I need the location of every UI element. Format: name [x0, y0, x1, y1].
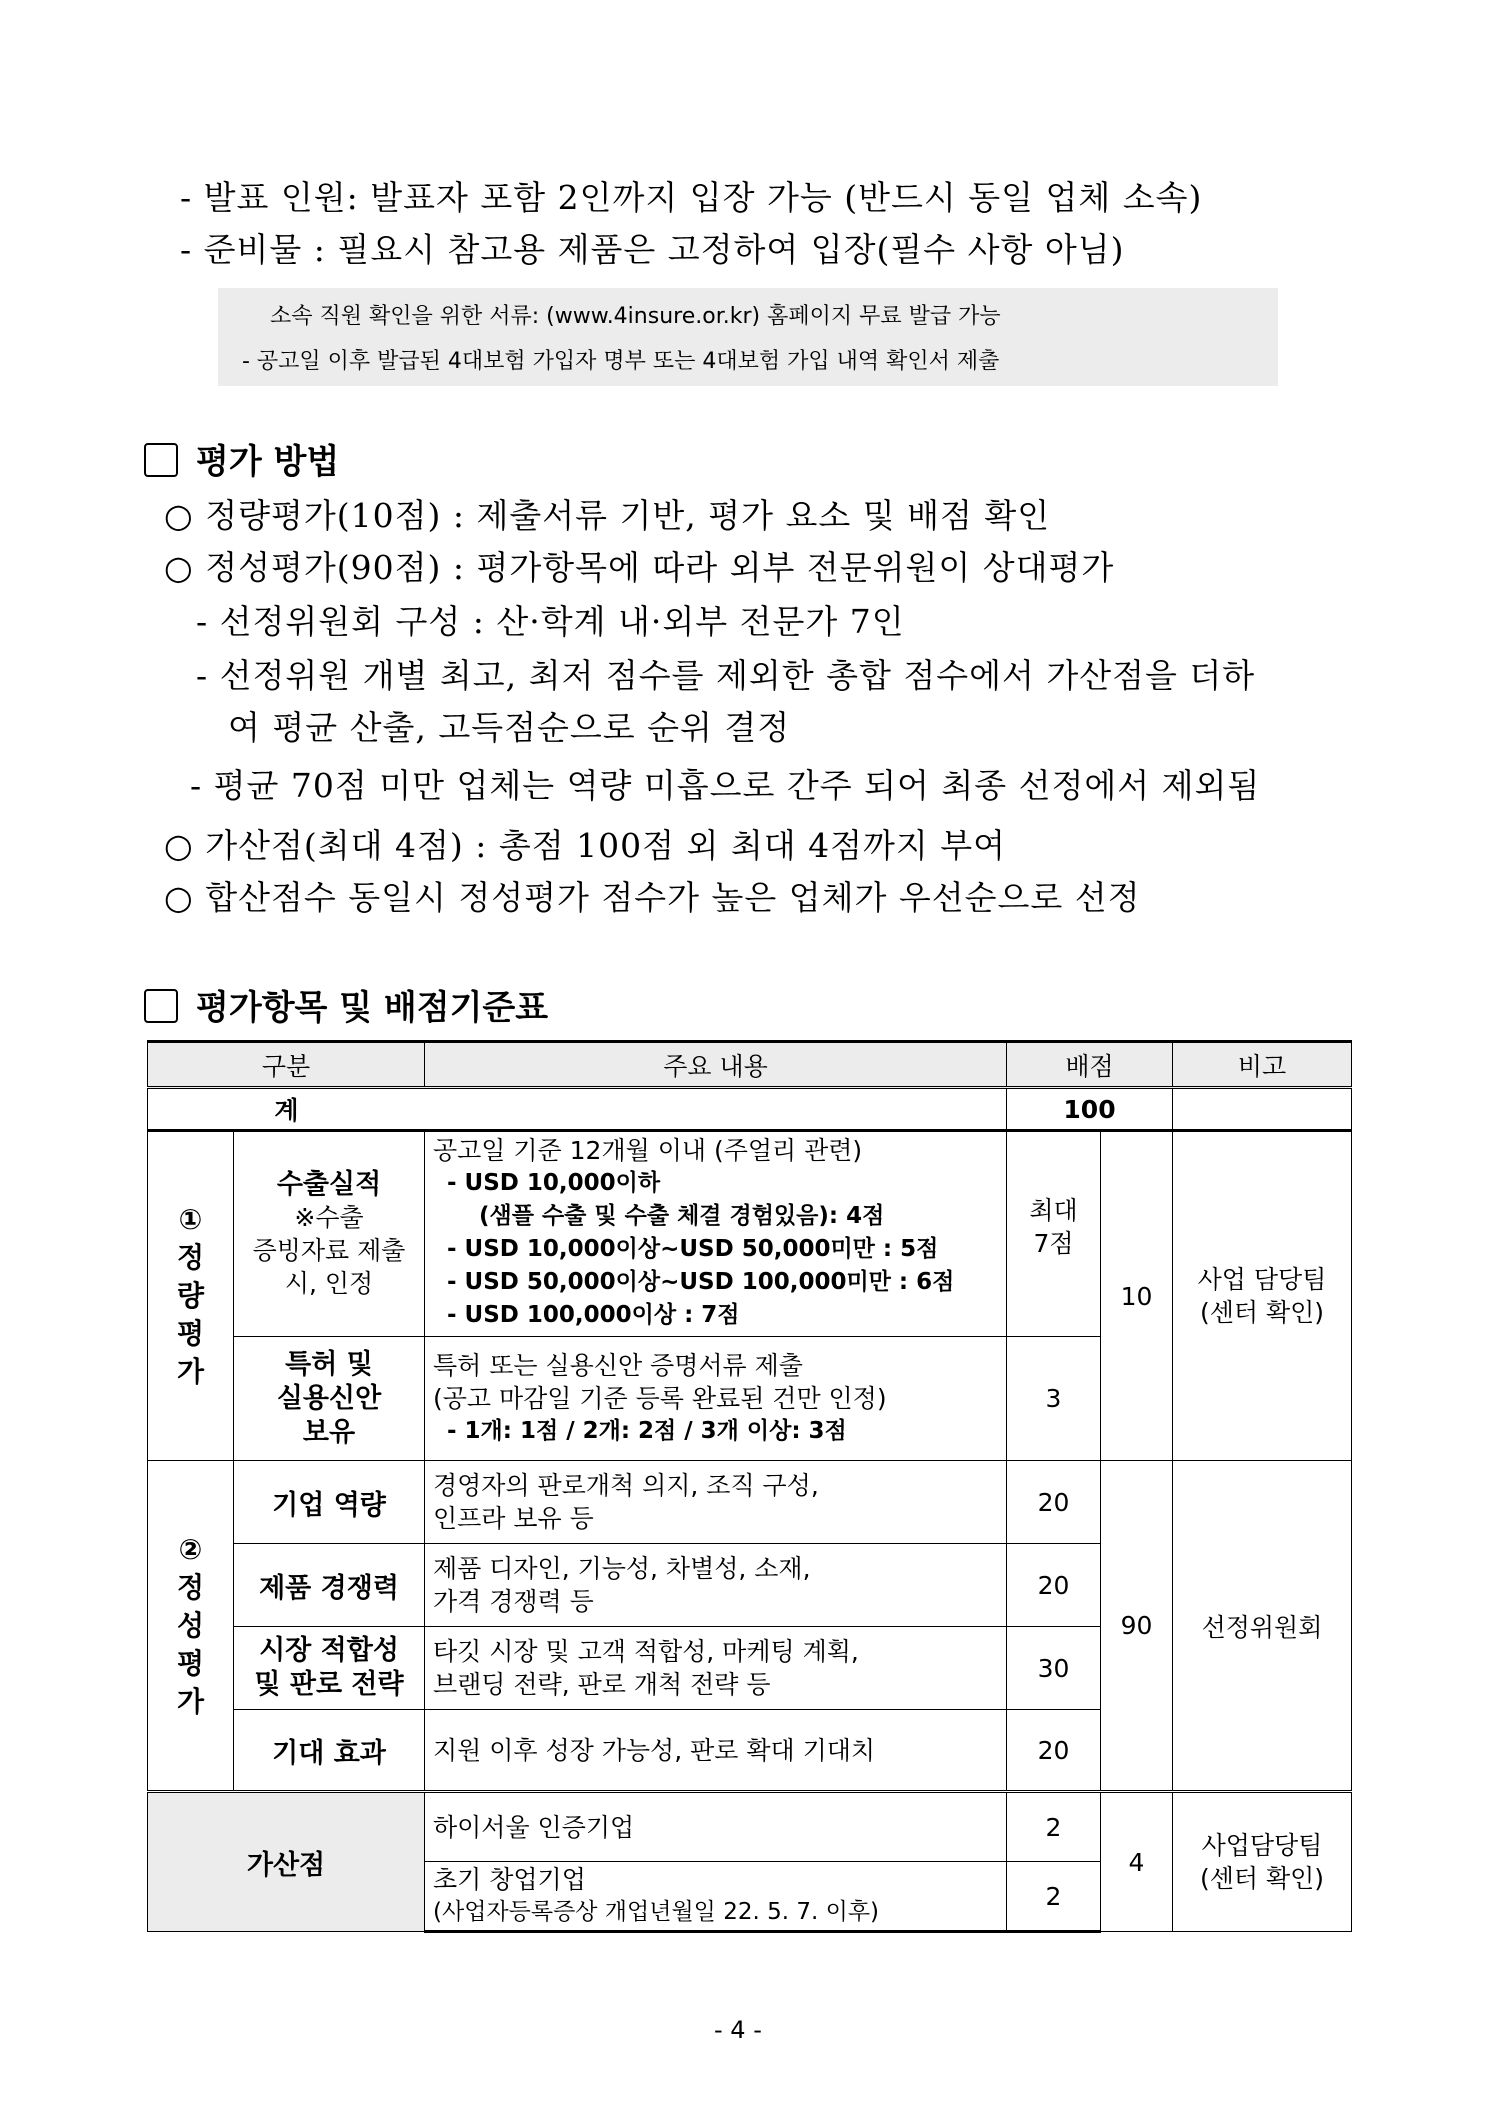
- content-line: 경영자의 판로개척 의지, 조직 구성,: [433, 1471, 819, 1500]
- remark-quantitative: [1173, 1131, 1352, 1461]
- score-export-line: 7점: [1033, 1229, 1074, 1258]
- content-export: [425, 1131, 1007, 1337]
- section-heading-table: [144, 980, 548, 1029]
- remark-bonus: [1173, 1792, 1352, 1932]
- table-row-export: [148, 1131, 1352, 1337]
- group-label-char: 가: [176, 1684, 205, 1718]
- content-line: 타깃 시장 및 고객 적합성, 마케팅 계획,: [433, 1637, 859, 1666]
- score-expected-effect: 20: [1007, 1710, 1101, 1792]
- content-bonus-startup: [425, 1862, 1007, 1932]
- method-detail-scoring-a: - 선정위원 개별 최고, 최저 점수를 제외한 총합 점수에서 가산점을 더하: [196, 656, 1256, 695]
- item-market-fit-line: 및 판로 전략: [254, 1669, 404, 1700]
- item-expected-effect: 기대 효과: [234, 1710, 425, 1792]
- method-detail-committee: - 선정위원회 구성 : 산·학계 내·외부 전문가 7인: [196, 602, 905, 641]
- score-patent: 3: [1007, 1337, 1101, 1461]
- checkbox-square-icon: [144, 443, 178, 477]
- group-label-char: 평: [176, 1646, 205, 1680]
- header-content: 주요 내용: [425, 1042, 1007, 1088]
- note-box: [218, 288, 1278, 386]
- method-detail-scoring-b: 여 평균 산출, 고득점순으로 순위 결정: [228, 708, 791, 747]
- remark-line: 사업담당팀: [1201, 1831, 1323, 1860]
- section-heading-method: [144, 434, 339, 483]
- group-label-char: 정: [176, 1570, 205, 1604]
- group-label-char: 평: [176, 1317, 205, 1350]
- score-capability: 20: [1007, 1461, 1101, 1544]
- content-line: 특허 또는 실용신안 증명서류 제출: [433, 1351, 803, 1380]
- content-line: - USD 100,000이상 : 7점: [447, 1302, 740, 1328]
- total-score: 100: [1007, 1088, 1173, 1131]
- item-export-title: 수출실적: [276, 1169, 382, 1200]
- intro-line-attendees: - 발표 인원: 발표자 포함 2인까지 입장 가능 (반드시 동일 업체 소속): [180, 178, 1203, 217]
- total-remark: [1173, 1088, 1352, 1131]
- table-row-qual-1: [148, 1461, 1352, 1544]
- total-label-text: 계: [274, 1096, 299, 1125]
- subtotal-bonus: 4: [1101, 1792, 1173, 1932]
- score-bonus-hiseoul: 2: [1007, 1792, 1101, 1862]
- group-label-char: 량: [176, 1279, 205, 1312]
- group-label-quantitative: [148, 1131, 234, 1461]
- score-table: [147, 1040, 1352, 1933]
- header-category: 구분: [148, 1042, 425, 1088]
- item-export: [234, 1131, 425, 1337]
- item-patent-line: 보유: [302, 1416, 356, 1448]
- intro-line-materials: - 준비물 : 필요시 참고용 제품은 고정하여 입장(필수 사항 아님): [180, 230, 1125, 269]
- bonus-label: 가산점: [148, 1792, 425, 1932]
- table-total-row: [148, 1088, 1352, 1131]
- content-line: - 1개: 1점 / 2개: 2점 / 3개 이상: 3점: [447, 1418, 847, 1444]
- content-line: (샘플 수출 및 수출 체결 경험있음): 4점: [479, 1203, 885, 1229]
- subtotal-quantitative: 10: [1101, 1131, 1173, 1461]
- total-label: [148, 1088, 1007, 1131]
- item-patent-line: 특허 및: [285, 1348, 373, 1380]
- checkbox-square-icon: [144, 989, 178, 1023]
- method-bullet-quantitative: ○ 정량평가(10점) : 제출서류 기반, 평가 요소 및 배점 확인: [164, 496, 1051, 535]
- item-patent-line: 실용신안: [276, 1382, 382, 1414]
- note-line-2: - 공고일 이후 발급된 4대보험 가입자 명부 또는 4대보험 가입 내역 확인서 제출: [242, 349, 1000, 374]
- remark-line: (센터 확인): [1199, 1298, 1325, 1327]
- item-export-note: 증빙자료 제출: [252, 1236, 406, 1265]
- content-line: - USD 10,000이하: [447, 1170, 661, 1196]
- method-bullet-tie: ○ 합산점수 동일시 정성평가 점수가 높은 업체가 우선순으로 선정: [164, 878, 1141, 917]
- content-capability: [425, 1461, 1007, 1544]
- content-expected-effect: 지원 이후 성장 가능성, 판로 확대 기대치: [425, 1710, 1007, 1792]
- remark-line: (센터 확인): [1199, 1864, 1325, 1893]
- table-heading-text: 평가항목 및 배점기준표: [196, 988, 549, 1028]
- item-capability: 기업 역량: [234, 1461, 425, 1544]
- method-detail-cutoff: - 평균 70점 미만 업체는 역량 미흡으로 간주 되어 최종 선정에서 제외됨: [190, 766, 1261, 805]
- table-row-bonus-1: [148, 1792, 1352, 1862]
- item-export-note: ※수출: [294, 1203, 364, 1232]
- group-label-char: 가: [176, 1355, 205, 1388]
- header-score: 배점: [1007, 1042, 1173, 1088]
- content-market-fit: [425, 1627, 1007, 1710]
- content-line: (공고 마감일 기준 등록 완료된 건만 인정): [433, 1384, 887, 1413]
- group-label-qualitative: [148, 1461, 234, 1792]
- group-label-char: ①: [178, 1203, 203, 1236]
- content-line: 공고일 기준 12개월 이내 (주얼리 관련): [433, 1136, 863, 1165]
- content-line: 브랜딩 전략, 판로 개척 전략 등: [433, 1670, 771, 1699]
- content-patent: [425, 1337, 1007, 1461]
- content-line: 가격 경쟁력 등: [433, 1587, 594, 1616]
- page-number: - 4 -: [714, 2016, 762, 2044]
- content-line: 인프라 보유 등: [433, 1504, 594, 1533]
- group-label-char: ②: [178, 1532, 203, 1566]
- content-line: 초기 창업기업: [433, 1865, 586, 1894]
- method-heading-text: 평가 방법: [196, 442, 340, 482]
- table-header-row: [148, 1042, 1352, 1088]
- note-line-1: 소속 직원 확인을 위한 서류: (www.4insure.or.kr) 홈페이지 무료 발급 가능: [270, 304, 1001, 329]
- subtotal-qualitative: 90: [1101, 1461, 1173, 1792]
- header-remark: 비고: [1173, 1042, 1352, 1088]
- content-competitiveness: [425, 1544, 1007, 1627]
- content-bonus-hiseoul: 하이서울 인증기업: [425, 1792, 1007, 1862]
- method-bullet-qualitative: ○ 정성평가(90점) : 평가항목에 따라 외부 전문위원이 상대평가: [164, 548, 1115, 587]
- group-label-char: 성: [176, 1608, 205, 1642]
- item-patent: [234, 1337, 425, 1461]
- content-line: (사업자등록증상 개업년월일 22. 5. 7. 이후): [433, 1899, 880, 1925]
- score-competitiveness: 20: [1007, 1544, 1101, 1627]
- method-bullet-bonus: ○ 가산점(최대 4점) : 총점 100점 외 최대 4점까지 부여: [164, 826, 1006, 865]
- content-line: - USD 50,000이상~USD 100,000미만 : 6점: [447, 1269, 955, 1295]
- group-label-char: 정: [176, 1241, 205, 1274]
- content-line: 제품 디자인, 기능성, 차별성, 소재,: [433, 1554, 811, 1583]
- score-export: [1007, 1131, 1101, 1337]
- remark-line: 사업 담당팀: [1197, 1265, 1327, 1294]
- remark-qualitative: 선정위원회: [1173, 1461, 1352, 1792]
- score-bonus-startup: 2: [1007, 1862, 1101, 1932]
- item-market-fit-line: 시장 적합성: [259, 1635, 399, 1666]
- score-market-fit: 30: [1007, 1627, 1101, 1710]
- item-competitiveness: 제품 경쟁력: [234, 1544, 425, 1627]
- content-line: - USD 10,000이상~USD 50,000미만 : 5점: [447, 1236, 939, 1262]
- score-export-line: 최대: [1029, 1196, 1078, 1225]
- item-export-note: 시, 인정: [284, 1269, 374, 1298]
- item-market-fit: [234, 1627, 425, 1710]
